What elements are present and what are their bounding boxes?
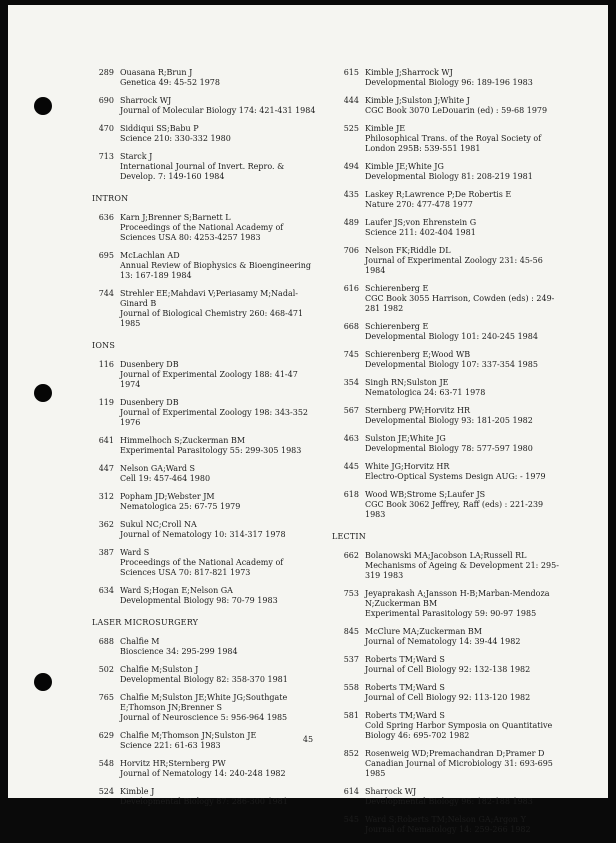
citation-number: 765: [98, 693, 114, 702]
citation-source: Science 211: 402-404 1981: [365, 228, 476, 237]
citation-entry: [87, 637, 319, 657]
citation-source: Developmental Biology 107: 337-354 1985: [365, 360, 538, 369]
citation-authors: Karn J;Brenner S;Barnett L: [120, 213, 231, 222]
citation-entry: [87, 464, 319, 484]
citation-authors: Chalfie M: [120, 637, 160, 646]
citation-authors: Wood WB;Strome S;Laufer JS: [365, 490, 486, 499]
citation-source: Journal of Cell Biology 92: 132-138 1982: [365, 665, 531, 674]
citation-entry: [332, 815, 564, 835]
citation-authors: Ward S: [120, 548, 150, 557]
citation-number: 387: [98, 548, 114, 557]
citation-entry: [87, 251, 319, 281]
citation-authors: Kimble JE: [365, 124, 406, 133]
citation-authors: Sharrock WJ: [365, 787, 417, 796]
citation-entry: [332, 124, 564, 154]
citation-source: Bioscience 34: 295-299 1984: [120, 647, 238, 656]
page-number: 45: [302, 735, 314, 744]
citation-source: Developmental Biology 101: 240-245 1984: [365, 332, 538, 341]
citation-source: Developmental Biology 87: 286-300 1981: [120, 797, 288, 806]
citation-authors: Himmelhoch S;Zuckerman BM: [120, 436, 246, 445]
citation-authors: Jeyaprakash A;Jansson H-B;Marban-Mendoza N;Zuckerman BM: [365, 589, 550, 608]
citation-number: 489: [343, 218, 359, 227]
citation-entry: [332, 68, 564, 88]
citation-number: 695: [98, 251, 114, 260]
citation-entry: [87, 96, 319, 116]
citation-authors: Chalfie M;Sulston JE;White JG;Southgate E;Thomson JN;Brenner S: [120, 693, 288, 712]
citation-authors: Horvitz HR;Sternberg PW: [120, 759, 226, 768]
citation-authors: Schierenberg E;Wood WB: [365, 350, 471, 359]
citation-authors: Kimble J;Sulston J;White J: [365, 96, 470, 105]
citation-authors: Schierenberg E: [365, 322, 429, 331]
section-heading: INTRON: [92, 194, 129, 203]
citation-number: 662: [343, 551, 359, 560]
citation-number: 119: [98, 398, 114, 407]
citation-authors: Rosenweig WD;Premachandran D;Pramer D: [365, 749, 545, 758]
citation-number: 852: [343, 749, 359, 758]
citation-authors: Laskey R;Lawrence P;De Robertis E: [365, 190, 512, 199]
citation-entry: [332, 655, 564, 675]
citation-entry: [87, 759, 319, 779]
citation-authors: Roberts TM;Ward S: [365, 711, 445, 720]
citation-entry: [332, 284, 564, 314]
citation-number: 435: [343, 190, 359, 199]
citation-source: Journal of Nematology 10: 314-317 1978: [120, 530, 286, 539]
citation-source: Cell 19: 457-464 1980: [120, 474, 211, 483]
citation-number: 616: [343, 284, 359, 293]
citation-number: 668: [343, 322, 359, 331]
citation-number: 494: [343, 162, 359, 171]
citation-source: Experimental Parasitology 59: 90-97 1985: [365, 609, 537, 618]
citation-authors: Roberts TM;Ward S: [365, 683, 445, 692]
citation-authors: Strehler EE;Mahdavi V;Periasamy M;Nadal-Ginard B: [120, 289, 298, 308]
citation-source: Journal of Molecular Biology 174: 421-431 1984: [120, 106, 316, 115]
citation-authors: McLachlan AD: [120, 251, 180, 260]
citation-source: Electro-Optical Systems Design AUG: - 1979: [365, 472, 546, 481]
citation-authors: Ward S;Roberts TM;Nelson GA;Argon Y: [365, 815, 526, 824]
citation-authors: Ouasana R;Brun J: [120, 68, 193, 77]
citation-source: Nematologica 24: 63-71 1978: [365, 388, 486, 397]
citation-number: 634: [98, 586, 114, 595]
citation-number: 713: [98, 152, 114, 161]
citation-entry: [332, 490, 564, 520]
citation-entry: [332, 434, 564, 454]
citation-source: Proceedings of the National Academy of Sciences USA 70: 817-821 1973: [120, 558, 284, 577]
citation-entry: [332, 162, 564, 182]
right-column: [332, 68, 564, 843]
citation-source: CGC Book 3062 Jeffrey, Raff (eds) : 221-239 1983: [365, 500, 544, 519]
citation-number: 545: [343, 815, 359, 824]
citation-source: Journal of Nematology 14: 39-44 1982: [365, 637, 521, 646]
citation-source: Nature 270: 477-478 1977: [365, 200, 473, 209]
citation-authors: Siddiqui SS;Babu P: [120, 124, 199, 133]
citation-entry: [87, 665, 319, 685]
left-column: [87, 68, 319, 815]
citation-entry: [87, 213, 319, 243]
citation-number: 116: [98, 360, 114, 369]
citation-number: 567: [343, 406, 359, 415]
citation-authors: Starck J: [120, 152, 153, 161]
citation-entry: [332, 683, 564, 703]
citation-source: Developmental Biology 81: 208-219 1981: [365, 172, 533, 181]
citation-authors: Ward S;Hogan E;Nelson GA: [120, 586, 233, 595]
citation-source: Experimental Parasitology 55: 299-305 1983: [120, 446, 302, 455]
citation-entry: [87, 787, 319, 807]
citation-number: 753: [343, 589, 359, 598]
citation-source: Journal of Biological Chemistry 260: 468-471 1985: [120, 309, 304, 328]
citation-source: Developmental Biology 98: 70-79 1983: [120, 596, 278, 605]
citation-entry: [332, 96, 564, 116]
citation-entry: [87, 586, 319, 606]
citation-number: 629: [98, 731, 114, 740]
citation-number: 614: [343, 787, 359, 796]
citation-source: Developmental Biology 96: 182-188 1983: [365, 797, 533, 806]
citation-number: 845: [343, 627, 359, 636]
citation-source: Annual Review of Biophysics & Bioengineering 13: 167-189 1984: [120, 261, 311, 280]
citation-source: Journal of Cell Biology 92: 113-120 1982: [365, 693, 531, 702]
citation-entry: [332, 787, 564, 807]
citation-authors: Singh RN;Sulston JE: [365, 378, 449, 387]
citation-source: Developmental Biology 78: 577-597 1980: [365, 444, 533, 453]
citation-authors: White JG;Horvitz HR: [365, 462, 450, 471]
citation-source: Science 210: 330-332 1980: [120, 134, 231, 143]
binder-hole: [34, 673, 52, 691]
citation-source: Philosophical Trans. of the Royal Society of London 295B: 539-551 1981: [365, 134, 542, 153]
citation-entry: [87, 398, 319, 428]
citation-source: Proceedings of the National Academy of Sciences USA 80: 4253-4257 1983: [120, 223, 284, 242]
citation-number: 502: [98, 665, 114, 674]
citation-source: CGC Book 3070 LeDouarin (ed) : 59-68 1979: [365, 106, 548, 115]
citation-source: Canadian Journal of Microbiology 31: 693-695 1985: [365, 759, 553, 778]
citation-number: 289: [98, 68, 114, 77]
citation-source: Journal of Experimental Zoology 231: 45-56 1984: [365, 256, 543, 275]
citation-number: 641: [98, 436, 114, 445]
citation-number: 744: [98, 289, 114, 298]
citation-authors: Roberts TM;Ward S: [365, 655, 445, 664]
citation-entry: [332, 218, 564, 238]
citation-entry: [332, 190, 564, 210]
citation-authors: Sukul NC;Croll NA: [120, 520, 197, 529]
citation-source: Nematologica 25: 67-75 1979: [120, 502, 241, 511]
citation-number: 548: [98, 759, 114, 768]
citation-number: 312: [98, 492, 114, 501]
citation-number: 524: [98, 787, 114, 796]
citation-authors: Laufer JS;von Ehrenstein G: [365, 218, 477, 227]
citation-authors: Popham JD;Webster JM: [120, 492, 215, 501]
binder-hole: [34, 97, 52, 115]
citation-number: 690: [98, 96, 114, 105]
citation-source: International Journal of Invert. Repro. & Develop. 7: 149-160 1984: [120, 162, 285, 181]
citation-entry: [332, 406, 564, 426]
citation-authors: Chalfie M;Sulston J: [120, 665, 199, 674]
citation-entry: [87, 152, 319, 182]
citation-entry: [87, 492, 319, 512]
citation-entry: [332, 551, 564, 581]
citation-number: 447: [98, 464, 114, 473]
citation-authors: Dusenbery DB: [120, 360, 179, 369]
citation-number: 445: [343, 462, 359, 471]
citation-source: Journal of Nematology 14: 240-248 1982: [120, 769, 286, 778]
citation-entry: [87, 693, 319, 723]
citation-authors: Schierenberg E: [365, 284, 429, 293]
citation-number: 706: [343, 246, 359, 255]
citation-number: 615: [343, 68, 359, 77]
citation-authors: Sulston JE;White JG: [365, 434, 446, 443]
citation-entry: [87, 289, 319, 329]
citation-source: Developmental Biology 82: 358-370 1981: [120, 675, 288, 684]
citation-authors: Kimble JE;White JG: [365, 162, 444, 171]
citation-authors: Nelson FK;Riddle DL: [365, 246, 451, 255]
citation-number: 558: [343, 683, 359, 692]
citation-entry: [332, 378, 564, 398]
citation-authors: McClure MA;Zuckerman BM: [365, 627, 482, 636]
citation-authors: Bolanowski MA;Jacobson LA;Russell RL: [365, 551, 527, 560]
citation-source: Developmental Biology 96: 189-196 1983: [365, 78, 533, 87]
citation-entry: [87, 548, 319, 578]
citation-authors: Sternberg PW;Horvitz HR: [365, 406, 471, 415]
citation-number: 354: [343, 378, 359, 387]
citation-source: Science 221: 61-63 1983: [120, 741, 221, 750]
binder-hole: [34, 384, 52, 402]
citation-source: Mechanisms of Ageing & Development 21: 295-319 1983: [365, 561, 559, 580]
citation-entry: [87, 520, 319, 540]
citation-source: Journal of Experimental Zoology 198: 343-352 1976: [120, 408, 308, 427]
citation-source: Cold Spring Harbor Symposia on Quantitative Biology 46: 695-702 1982: [365, 721, 553, 740]
citation-number: 581: [343, 711, 359, 720]
citation-entry: [332, 627, 564, 647]
citation-authors: Nelson GA;Ward S: [120, 464, 196, 473]
citation-number: 525: [343, 124, 359, 133]
citation-source: Journal of Experimental Zoology 188: 41-47 1974: [120, 370, 298, 389]
citation-entry: [87, 360, 319, 390]
citation-number: 362: [98, 520, 114, 529]
citation-number: 688: [98, 637, 114, 646]
citation-source: Developmental Biology 93: 181-205 1982: [365, 416, 533, 425]
citation-entry: [332, 749, 564, 779]
citation-number: 537: [343, 655, 359, 664]
citation-number: 463: [343, 434, 359, 443]
citation-number: 636: [98, 213, 114, 222]
citation-authors: Chalfie M;Thomson JN;Sulston JE: [120, 731, 257, 740]
citation-entry: [87, 124, 319, 144]
citation-authors: Kimble J: [120, 787, 155, 796]
section-heading: IONS: [92, 341, 115, 350]
citation-number: 745: [343, 350, 359, 359]
citation-source: CGC Book 3055 Harrison, Cowden (eds) : 249-281 1982: [365, 294, 555, 313]
citation-entry: [332, 350, 564, 370]
citation-entry: [87, 68, 319, 88]
citation-authors: Dusenbery DB: [120, 398, 179, 407]
citation-entry: [332, 246, 564, 276]
citation-entry: [332, 462, 564, 482]
section-heading: LASER MICROSURGERY: [92, 618, 199, 627]
citation-source: Journal of Neuroscience 5: 956-964 1985: [120, 713, 288, 722]
citation-number: 444: [343, 96, 359, 105]
section-heading: LECTIN: [332, 532, 366, 541]
citation-number: 470: [98, 124, 114, 133]
citation-entry: [87, 436, 319, 456]
citation-source: Genetica 49: 45-52 1978: [120, 78, 220, 87]
citation-source: Journal of Nematology 14: 259-266 1982: [365, 825, 531, 834]
citation-entry: [332, 322, 564, 342]
citation-authors: Kimble J;Sharrock WJ: [365, 68, 453, 77]
citation-number: 618: [343, 490, 359, 499]
citation-entry: [332, 589, 564, 619]
citation-authors: Sharrock WJ: [120, 96, 172, 105]
